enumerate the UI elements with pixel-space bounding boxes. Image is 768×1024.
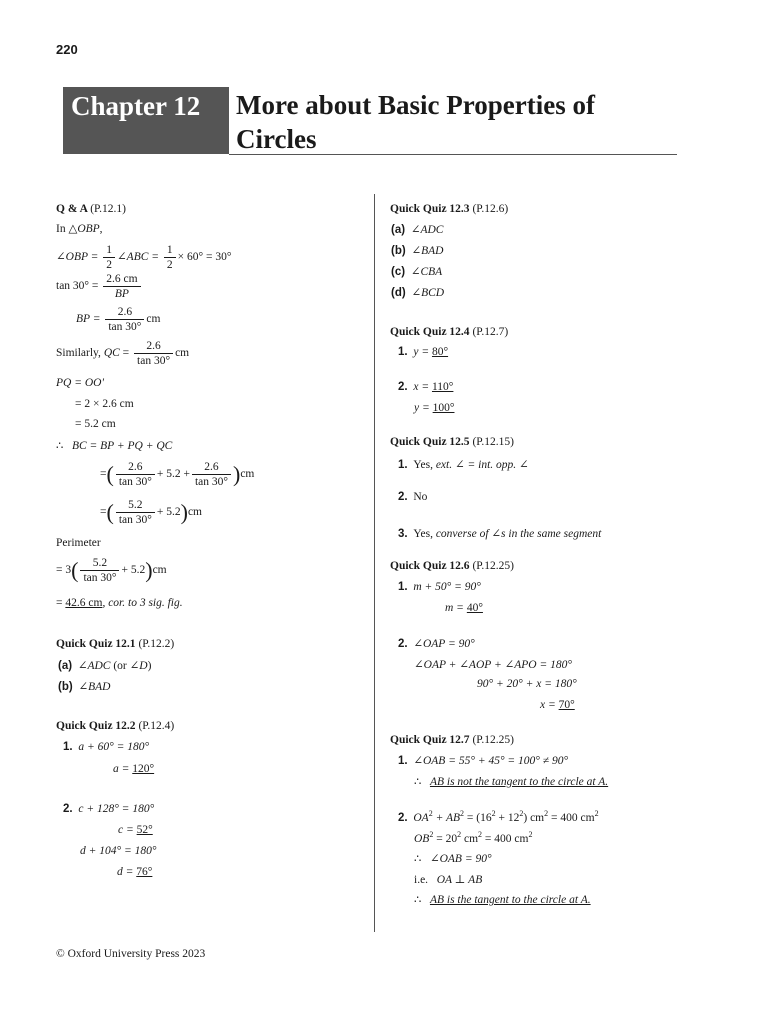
q126-2c: 90° + 20° + x = 180° [477, 678, 577, 690]
q121-heading: Quick Quiz 12.1 (P.12.2) [56, 638, 175, 650]
qa-line-5: Similarly, QC = $\frac{2.6}{\tan 30^\circ}$ cm [56, 340, 190, 367]
q125-3: 3. Yes, converse of ∠s in the same segment [398, 528, 602, 540]
chapter-title [236, 88, 595, 156]
q123-d: (d) ∠BCD [391, 287, 445, 299]
q122-2-ans-c: c = 52° [118, 824, 153, 836]
qa-line-3: tan 30° = $\frac{2.6 cm}{BP}$ [56, 272, 143, 301]
q125-heading: Quick Quiz 12.5 (P.12.15) [390, 436, 514, 448]
q127-2: 2. $OA^2 + AB^2 = (16^2 + 12^2) cm^2 = 400$ $cm^2$ [398, 809, 599, 824]
q123-b: (b) ∠BAD [391, 245, 444, 257]
q124-2b: y = 100° [414, 402, 455, 414]
qa-title: Q & A [56, 203, 88, 215]
q123-c: (c) ∠CBA [391, 266, 443, 278]
q126-1: 1. m + 50° = 90° [398, 581, 481, 593]
q126-2: 2. ∠OAP = 90° [398, 638, 475, 650]
q122-2-ans-d: d = 76° [117, 866, 153, 878]
q121-b: (b) ∠BAD [58, 681, 111, 693]
footer-copyright: © Oxford University Press 2023 [56, 948, 206, 960]
chapter-label: Chapter 12 [63, 87, 229, 154]
qa-line-12: Perimeter [56, 537, 101, 549]
q125-2: 2. No [398, 491, 428, 503]
q122-heading: Quick Quiz 12.2 (P.12.4) [56, 720, 175, 732]
chapter-title-line1: More about Basic Properties of [236, 90, 595, 120]
q124-2: 2. x = 110° [398, 381, 454, 393]
q127-1: 1. ∠OAB = 55° + 45° = 100° ≠ 90° [398, 755, 569, 767]
column-divider [374, 194, 375, 932]
chapter-underline [229, 154, 677, 155]
q127-2e: ∴ AB is the tangent to the circle at A. [414, 894, 591, 906]
q127-heading: Quick Quiz 12.7 (P.12.25) [390, 734, 514, 746]
q123-heading: Quick Quiz 12.3 (P.12.6) [390, 203, 509, 215]
qa-line-4: BP = $\frac{2.6}{\tan 30^\circ}$ cm [76, 306, 161, 333]
qa-line-14: = 42.6 cm, cor. to 3 sig. fig. [56, 597, 183, 609]
qa-line-2: ∠OBP = $\frac{1}{2}$ ∠ABC = $\frac{1}{2}$ × 60° = 30° [56, 244, 232, 271]
q121-a: (a) ∠ADC (or ∠D) [58, 660, 152, 672]
q122-2: 2. c + 128° = 180° [63, 803, 155, 815]
q122-1: 1. a + 60° = 180° [63, 741, 150, 753]
qa-line-9: ∴ BC = BP + PQ + QC [56, 440, 173, 452]
q127-2b: $OB^2 = 20^2$ $cm^2 = 400$ $cm^2$ [414, 830, 533, 845]
q126-2-ans: x = 70° [540, 699, 575, 711]
qa-line-7: = 2 × 2.6 cm [75, 398, 134, 410]
q127-1b: ∴ AB is not the tangent to the circle at A. [414, 776, 609, 788]
q124-1: 1. y = 80° [398, 346, 449, 358]
qa-line-6: PQ = OO' [56, 377, 104, 389]
qa-heading [56, 203, 126, 215]
qa-line-1: In △OBP, [56, 223, 103, 235]
qa-line-11: =( $\frac{5.2}{\tan 30^\circ}$ + 5.2)cm [100, 499, 202, 526]
qa-ref: (P.12.1) [90, 203, 126, 215]
q127-2c: ∴ ∠OAB = 90° [414, 853, 492, 865]
q123-a: (a) ∠ADC [391, 224, 444, 236]
page-number: 220 [56, 42, 78, 57]
q122-2-d: d + 104° = 180° [80, 845, 157, 857]
q127-2d: i.e. OA ⊥ AB [414, 874, 483, 886]
qa-line-10: =( $\frac{2.6}{\tan 30^\circ}$ + 5.2 + $\frac{2.6}{\tan 30^\circ}$ )cm [100, 461, 255, 488]
qa-line-8: = 5.2 cm [75, 418, 116, 430]
chapter-title-line2: Circles [236, 124, 317, 154]
q126-2b: ∠OAP + ∠AOP + ∠APO = 180° [414, 659, 572, 671]
qa-line-13: = 3( $\frac{5.2}{\tan 30^\circ}$ + 5.2)cm [56, 557, 167, 584]
q122-1-ans: a = 120° [113, 763, 155, 775]
q124-heading: Quick Quiz 12.4 (P.12.7) [390, 326, 509, 338]
q125-1: 1. Yes, ext. ∠ = int. opp. ∠ [398, 459, 529, 471]
q126-1-ans: m = 40° [445, 602, 483, 614]
q126-heading: Quick Quiz 12.6 (P.12.25) [390, 560, 514, 572]
